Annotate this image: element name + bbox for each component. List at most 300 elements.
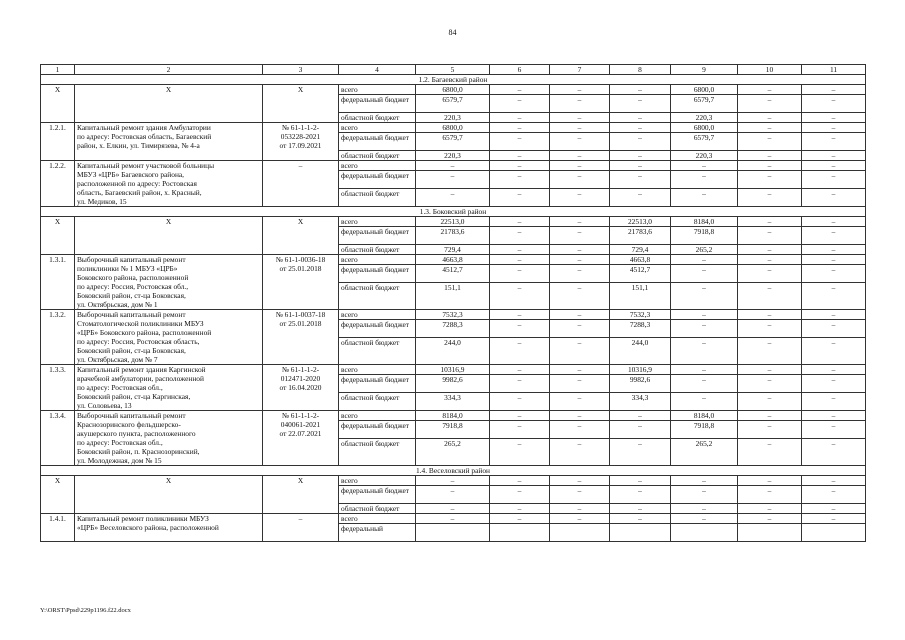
object-name xyxy=(75,161,263,207)
amount-cell: 151,1 xyxy=(610,283,671,310)
section-row xyxy=(41,466,866,476)
amount-cell: – xyxy=(490,95,550,113)
amount-cell xyxy=(490,524,550,542)
object-name-line: врачебной амбулатории, расположенной xyxy=(77,374,204,383)
object-name-line: Капитальный ремонт участковой больницы xyxy=(77,161,215,170)
amount-cell: – xyxy=(738,283,802,310)
amount-cell: 9982,6 xyxy=(416,375,490,393)
amount-cell: – xyxy=(738,486,802,504)
funding-source: областной бюджет xyxy=(339,151,416,161)
amount-cell: 220,3 xyxy=(416,151,490,161)
item-number: 1.3.2. xyxy=(41,310,75,365)
amount-cell: – xyxy=(550,161,610,171)
object-name-line: поликлиники № 1 МБУЗ «ЦРБ» xyxy=(77,264,178,273)
amount-cell: 8184,0 xyxy=(416,411,490,421)
amount-cell: – xyxy=(550,393,610,411)
amount-cell: – xyxy=(802,133,866,151)
amount-cell: – xyxy=(610,151,671,161)
amount-cell: – xyxy=(802,393,866,411)
amount-cell: – xyxy=(550,504,610,514)
amount-cell: – xyxy=(738,151,802,161)
amount-cell: – xyxy=(490,245,550,255)
column-number-2: 2 xyxy=(75,65,263,75)
amount-cell: – xyxy=(802,421,866,439)
object-name-line: ул. Медиков, 15 xyxy=(77,197,127,206)
object-name xyxy=(75,255,263,310)
table-row xyxy=(41,161,866,171)
amount-cell: – xyxy=(550,476,610,486)
document-reference xyxy=(263,476,339,514)
item-number: 1.2.1. xyxy=(41,123,75,161)
amount-cell: – xyxy=(550,95,610,113)
funding-source: федеральный бюджет xyxy=(339,320,416,338)
amount-cell: – xyxy=(416,476,490,486)
amount-cell: – xyxy=(738,255,802,265)
amount-cell: – xyxy=(490,486,550,504)
amount-cell: 6579,7 xyxy=(671,133,738,151)
funding-source: всего xyxy=(339,255,416,265)
object-name xyxy=(75,514,263,542)
amount-cell: – xyxy=(738,375,802,393)
amount-cell: 4663,8 xyxy=(610,255,671,265)
object-name-line: область, Багаевский район, х. Красный, xyxy=(77,188,202,197)
document-reference-line: № 61-1-1-2- xyxy=(281,411,320,420)
amount-cell: – xyxy=(738,113,802,123)
amount-cell: – xyxy=(550,421,610,439)
object-name-line: Капитальный ремонт здания Каргинской xyxy=(77,365,206,374)
amount-cell: – xyxy=(671,161,738,171)
object-name-line: район, х. Елкин, ул. Тимирязева, № 4-а xyxy=(77,141,200,150)
amount-cell: 244,0 xyxy=(416,338,490,365)
funding-source: всего xyxy=(339,85,416,95)
funding-source: всего xyxy=(339,476,416,486)
amount-cell: 4512,7 xyxy=(610,265,671,283)
amount-cell: – xyxy=(550,365,610,375)
document-reference xyxy=(263,85,339,123)
amount-cell: 7532,3 xyxy=(610,310,671,320)
amount-cell: – xyxy=(550,375,610,393)
amount-cell: – xyxy=(802,375,866,393)
object-name-line: МБУЗ «ЦРБ» Багаевского района, xyxy=(77,170,185,179)
amount-cell: – xyxy=(671,338,738,365)
amount-cell: 729,4 xyxy=(416,245,490,255)
financing-table xyxy=(40,64,866,542)
amount-cell: – xyxy=(416,161,490,171)
funding-source: федеральный бюджет xyxy=(339,171,416,189)
amount-cell: – xyxy=(610,95,671,113)
funding-source: федеральный бюджет xyxy=(339,486,416,504)
object-name xyxy=(75,476,263,514)
amount-cell: – xyxy=(490,283,550,310)
document-reference xyxy=(263,123,339,161)
amount-cell: – xyxy=(671,365,738,375)
amount-cell: – xyxy=(490,476,550,486)
amount-cell: 334,3 xyxy=(610,393,671,411)
funding-source: областной бюджет xyxy=(339,338,416,365)
amount-cell: – xyxy=(490,161,550,171)
object-name-line: Краснозоринского фельдшерско- xyxy=(77,420,181,429)
amount-cell: – xyxy=(738,85,802,95)
amount-cell: – xyxy=(802,320,866,338)
amount-cell: 22513,0 xyxy=(610,217,671,227)
amount-cell: – xyxy=(610,504,671,514)
amount-cell: – xyxy=(738,439,802,466)
object-name-line: X xyxy=(165,217,172,226)
amount-cell: – xyxy=(550,113,610,123)
amount-cell: – xyxy=(802,255,866,265)
document-reference xyxy=(263,310,339,365)
amount-cell: 4512,7 xyxy=(416,265,490,283)
amount-cell: – xyxy=(738,217,802,227)
amount-cell: – xyxy=(738,393,802,411)
footer-file-path: Y:\ORST\Ppsd\229p1196.f22.docx xyxy=(40,607,131,614)
funding-source: федеральный бюджет xyxy=(339,265,416,283)
funding-source: всего xyxy=(339,310,416,320)
document-reference-line: от 22.07.2021 xyxy=(279,429,322,438)
amount-cell: 220,3 xyxy=(416,113,490,123)
table-row xyxy=(41,217,866,227)
amount-cell: 334,3 xyxy=(416,393,490,411)
amount-cell: – xyxy=(802,95,866,113)
amount-cell: – xyxy=(490,310,550,320)
column-number-11: 11 xyxy=(802,65,866,75)
amount-cell: – xyxy=(550,283,610,310)
amount-cell xyxy=(550,524,610,542)
table-row xyxy=(41,85,866,95)
document-reference-line: № 61-1-1-2- xyxy=(281,123,320,132)
section-title: 1.3. Боковский район xyxy=(41,207,866,217)
amount-cell: – xyxy=(490,265,550,283)
amount-cell: – xyxy=(802,310,866,320)
document-reference xyxy=(263,365,339,411)
amount-cell: – xyxy=(550,411,610,421)
amount-cell: – xyxy=(610,439,671,466)
amount-cell: – xyxy=(802,476,866,486)
amount-cell: – xyxy=(671,504,738,514)
amount-cell: 7288,3 xyxy=(610,320,671,338)
amount-cell: – xyxy=(802,265,866,283)
amount-cell: – xyxy=(802,161,866,171)
funding-source: областной бюджет xyxy=(339,189,416,207)
table-row xyxy=(41,365,866,375)
funding-source: всего xyxy=(339,411,416,421)
amount-cell: – xyxy=(738,171,802,189)
funding-source: областной бюджет xyxy=(339,245,416,255)
object-name-line: X xyxy=(165,85,172,94)
amount-cell: – xyxy=(550,85,610,95)
object-name-line: Выборочный капитальный ремонт xyxy=(77,255,186,264)
object-name-line: акушерского пункта, расположенного xyxy=(77,429,196,438)
amount-cell: – xyxy=(738,514,802,524)
amount-cell: – xyxy=(490,504,550,514)
amount-cell: 265,2 xyxy=(671,245,738,255)
amount-cell: – xyxy=(490,123,550,133)
amount-cell xyxy=(416,524,490,542)
item-number: X xyxy=(41,476,75,514)
amount-cell: 21783,6 xyxy=(416,227,490,245)
amount-cell: 729,4 xyxy=(610,245,671,255)
amount-cell: 21783,6 xyxy=(610,227,671,245)
object-name xyxy=(75,217,263,255)
document-reference-line: X xyxy=(297,85,304,94)
funding-source: областной бюджет xyxy=(339,504,416,514)
document-reference-line: от 25.01.2018 xyxy=(279,319,322,328)
funding-source: всего xyxy=(339,365,416,375)
column-number-5: 5 xyxy=(416,65,490,75)
amount-cell: – xyxy=(490,320,550,338)
section-title: 1.4. Веселовский район xyxy=(41,466,866,476)
document-reference xyxy=(263,255,339,310)
column-number-7: 7 xyxy=(550,65,610,75)
amount-cell: – xyxy=(610,476,671,486)
document-reference xyxy=(263,161,339,207)
amount-cell: – xyxy=(550,514,610,524)
amount-cell: – xyxy=(610,85,671,95)
amount-cell: – xyxy=(610,486,671,504)
funding-source: областной бюджет xyxy=(339,283,416,310)
amount-cell: – xyxy=(802,171,866,189)
amount-cell: – xyxy=(738,227,802,245)
amount-cell: – xyxy=(550,265,610,283)
amount-cell: – xyxy=(610,113,671,123)
item-number: X xyxy=(41,85,75,123)
amount-cell: 6800,0 xyxy=(416,123,490,133)
amount-cell: 8184,0 xyxy=(671,411,738,421)
document-reference-line: – xyxy=(298,514,303,523)
amount-cell: 8184,0 xyxy=(671,217,738,227)
item-number: 1.2.2. xyxy=(41,161,75,207)
amount-cell: 7918,8 xyxy=(416,421,490,439)
amount-cell: – xyxy=(802,151,866,161)
amount-cell: 265,2 xyxy=(416,439,490,466)
amount-cell: – xyxy=(490,171,550,189)
amount-cell: – xyxy=(490,514,550,524)
amount-cell: – xyxy=(490,151,550,161)
amount-cell: 220,3 xyxy=(671,151,738,161)
column-number-8: 8 xyxy=(610,65,671,75)
amount-cell: – xyxy=(738,95,802,113)
amount-cell: – xyxy=(671,265,738,283)
amount-cell: – xyxy=(610,421,671,439)
funding-source: федеральный бюджет xyxy=(339,421,416,439)
amount-cell: – xyxy=(550,133,610,151)
object-name-line: Боковский район, ст-ца Каргинская, xyxy=(77,392,191,401)
table-row xyxy=(41,255,866,265)
document-reference-line: № 61-1-0037-18 xyxy=(275,310,326,319)
amount-cell: – xyxy=(550,245,610,255)
amount-cell: – xyxy=(490,227,550,245)
amount-cell: – xyxy=(490,365,550,375)
item-number: 1.4.1. xyxy=(41,514,75,542)
object-name-line: по адресу: Ростовская обл., xyxy=(77,383,163,392)
amount-cell: 6800,0 xyxy=(416,85,490,95)
amount-cell: – xyxy=(802,411,866,421)
amount-cell: – xyxy=(490,217,550,227)
amount-cell: – xyxy=(610,133,671,151)
document-reference-line: 053228-2021 xyxy=(280,132,321,141)
amount-cell: – xyxy=(550,151,610,161)
amount-cell: – xyxy=(671,514,738,524)
amount-cell: – xyxy=(802,85,866,95)
object-name-line: Боковского района, расположенной xyxy=(77,273,189,282)
amount-cell: – xyxy=(490,189,550,207)
amount-cell: – xyxy=(802,514,866,524)
amount-cell xyxy=(610,524,671,542)
document-reference-line: от 16.04.2020 xyxy=(279,383,322,392)
amount-cell: – xyxy=(738,265,802,283)
amount-cell xyxy=(738,524,802,542)
funding-source: всего xyxy=(339,161,416,171)
amount-cell: – xyxy=(550,439,610,466)
amount-cell: – xyxy=(490,411,550,421)
document-reference-line: № 61-1-0036-18 xyxy=(275,255,326,264)
amount-cell: – xyxy=(550,227,610,245)
amount-cell: – xyxy=(802,283,866,310)
amount-cell: – xyxy=(802,113,866,123)
column-number-10: 10 xyxy=(738,65,802,75)
amount-cell: – xyxy=(550,171,610,189)
amount-cell: 22513,0 xyxy=(416,217,490,227)
amount-cell: – xyxy=(802,123,866,133)
funding-source: федеральный бюджет xyxy=(339,375,416,393)
column-number-4: 4 xyxy=(339,65,416,75)
amount-cell: – xyxy=(738,133,802,151)
table-row xyxy=(41,514,866,524)
object-name xyxy=(75,123,263,161)
amount-cell: – xyxy=(610,189,671,207)
funding-source: федеральный бюджет xyxy=(339,95,416,113)
amount-cell: – xyxy=(738,245,802,255)
amount-cell xyxy=(671,524,738,542)
amount-cell: – xyxy=(490,113,550,123)
amount-cell: – xyxy=(738,504,802,514)
amount-cell: 10316,9 xyxy=(610,365,671,375)
amount-cell: – xyxy=(738,338,802,365)
funding-source: федеральный xyxy=(339,524,416,542)
object-name-line: расположенной по адресу: Ростовская xyxy=(77,179,197,188)
object-name-line: ул. Октябрьская, дом № 1 xyxy=(77,300,158,309)
amount-cell: 220,3 xyxy=(671,113,738,123)
item-number: 1.3.1. xyxy=(41,255,75,310)
column-number-3: 3 xyxy=(263,65,339,75)
amount-cell: – xyxy=(550,486,610,504)
amount-cell: – xyxy=(802,439,866,466)
table-row xyxy=(41,310,866,320)
object-name xyxy=(75,310,263,365)
amount-cell: – xyxy=(671,310,738,320)
amount-cell: – xyxy=(671,375,738,393)
funding-source: всего xyxy=(339,514,416,524)
amount-cell: – xyxy=(550,320,610,338)
funding-source: областной бюджет xyxy=(339,113,416,123)
amount-cell: 6579,7 xyxy=(671,95,738,113)
object-name-line: Выборочный капитальный ремонт xyxy=(77,411,186,420)
document-reference-line: – xyxy=(298,161,303,170)
amount-cell: – xyxy=(802,227,866,245)
document-reference-line: X xyxy=(297,476,304,485)
object-name-line: X xyxy=(165,476,172,485)
amount-cell: – xyxy=(738,421,802,439)
amount-cell: – xyxy=(738,411,802,421)
amount-cell: – xyxy=(490,393,550,411)
table-row xyxy=(41,123,866,133)
amount-cell: – xyxy=(738,161,802,171)
amount-cell: 244,0 xyxy=(610,338,671,365)
amount-cell: – xyxy=(802,217,866,227)
object-name-line: Боковский район, ст-ца Боковская, xyxy=(77,346,186,355)
column-number-6: 6 xyxy=(490,65,550,75)
object-name-line: Капитальный ремонт поликлиники МБУЗ xyxy=(77,514,209,523)
object-name-line: Стоматологической поликлиники МБУЗ xyxy=(77,319,204,328)
funding-source: всего xyxy=(339,217,416,227)
document-reference xyxy=(263,217,339,255)
amount-cell: – xyxy=(490,133,550,151)
object-name xyxy=(75,85,263,123)
amount-cell: – xyxy=(416,514,490,524)
amount-cell: – xyxy=(738,476,802,486)
funding-source: федеральный бюджет xyxy=(339,227,416,245)
amount-cell: 7532,3 xyxy=(416,310,490,320)
object-name-line: по адресу: Ростовская обл., xyxy=(77,438,163,447)
section-row xyxy=(41,75,866,85)
page-number: 84 xyxy=(448,28,457,37)
amount-cell: 6800,0 xyxy=(671,85,738,95)
amount-cell: – xyxy=(671,393,738,411)
amount-cell: – xyxy=(802,365,866,375)
document-reference-line: 040061-2021 xyxy=(280,420,321,429)
amount-cell: 10316,9 xyxy=(416,365,490,375)
object-name-line: по адресу: Россия, Ростовская область, xyxy=(77,337,200,346)
object-name-line: «ЦРБ» Веселовского района, расположенной xyxy=(77,523,219,532)
amount-cell: – xyxy=(610,161,671,171)
item-number: 1.3.4. xyxy=(41,411,75,466)
section-title: 1.2. Багаевский район xyxy=(41,75,866,85)
funding-source: областной бюджет xyxy=(339,393,416,411)
amount-cell: – xyxy=(610,514,671,524)
amount-cell: – xyxy=(416,486,490,504)
document-reference-line: 012471-2020 xyxy=(280,374,321,383)
amount-cell: – xyxy=(671,189,738,207)
amount-cell: 7918,8 xyxy=(671,227,738,245)
document-reference-line: от 25.01.2018 xyxy=(279,264,322,273)
amount-cell: – xyxy=(671,283,738,310)
object-name-line: Выборочный капитальный ремонт xyxy=(77,310,186,319)
amount-cell: – xyxy=(802,486,866,504)
amount-cell: – xyxy=(490,85,550,95)
funding-source: областной бюджет xyxy=(339,439,416,466)
object-name-line: Боковский район, ст-ца Боковская, xyxy=(77,291,186,300)
amount-cell: – xyxy=(610,171,671,189)
amount-cell: – xyxy=(490,421,550,439)
object-name-line: ул. Октябрьская, дом № 7 xyxy=(77,355,158,364)
document-reference xyxy=(263,411,339,466)
table-header-row xyxy=(41,65,866,75)
amount-cell: – xyxy=(738,123,802,133)
object-name xyxy=(75,365,263,411)
object-name xyxy=(75,411,263,466)
amount-cell: – xyxy=(738,365,802,375)
amount-cell: – xyxy=(802,504,866,514)
funding-source: федеральный бюджет xyxy=(339,133,416,151)
amount-cell: – xyxy=(802,189,866,207)
object-name-line: ул. Молодежная, дом № 15 xyxy=(77,456,162,465)
amount-cell: – xyxy=(550,189,610,207)
column-number-1: 1 xyxy=(41,65,75,75)
item-number: 1.3.3. xyxy=(41,365,75,411)
column-number-9: 9 xyxy=(671,65,738,75)
amount-cell: – xyxy=(490,375,550,393)
table-row xyxy=(41,476,866,486)
